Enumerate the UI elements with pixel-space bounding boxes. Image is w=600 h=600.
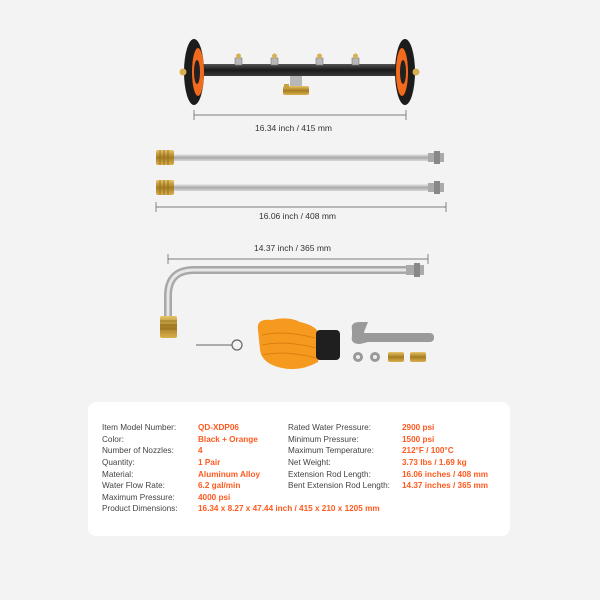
spec-column-right <box>288 422 488 492</box>
spec-card <box>88 402 510 536</box>
spec-label: Net Weight: <box>288 458 331 468</box>
spec-value: 2900 psi <box>402 423 435 433</box>
surface-cleaner-bar-icon <box>180 39 420 105</box>
spec-value: 3.73 lbs / 1.69 kg <box>402 458 467 468</box>
dimension-line-cleaner <box>194 110 406 120</box>
spec-value: 1500 psi <box>402 434 435 444</box>
dimension-label-cleaner: 16.34 inch / 415 mm <box>255 123 333 133</box>
spec-value: 16.34 x 8.27 x 47.44 inch / 415 x 210 x 1205 mm <box>198 504 380 514</box>
dimension-label-bent-rod: 14.37 inch / 365 mm <box>254 243 332 253</box>
extension-rod-icon <box>156 180 444 195</box>
spec-value: Black + Orange <box>198 434 258 444</box>
fittings-icon <box>353 352 426 362</box>
spec-value: 16.06 inches / 408 mm <box>402 469 489 479</box>
spec-value: 212°F / 100°C <box>402 446 454 456</box>
spec-row <box>102 492 380 504</box>
spec-value: 6.2 gal/min <box>198 481 241 491</box>
spec-value: 4000 psi <box>198 492 231 502</box>
spec-label: Number of Nozzles: <box>102 446 174 456</box>
spec-row <box>288 457 488 469</box>
spec-row <box>288 468 488 480</box>
spec-row <box>288 480 488 492</box>
spec-label: Maximum Temperature: <box>288 446 374 456</box>
spec-label: Rated Water Pressure: <box>288 423 371 433</box>
spec-label: Quantity: <box>102 458 135 468</box>
spec-value: 14.37 inches / 365 mm <box>402 481 489 491</box>
spec-row <box>288 434 488 446</box>
spec-value: 1 Pair <box>198 458 221 468</box>
spec-row <box>288 445 488 457</box>
wrench-icon <box>352 322 434 344</box>
wash-mitt-icon <box>258 318 340 369</box>
spec-label: Item Model Number: <box>102 423 177 433</box>
dimension-line-bent-rod <box>168 254 428 264</box>
spec-label: Material: <box>102 469 134 479</box>
spec-label: Bent Extension Rod Length: <box>288 481 390 491</box>
spec-label: Maximum Pressure: <box>102 492 175 502</box>
extension-rod-icon <box>156 150 444 165</box>
spec-value: Aluminum Alloy <box>198 469 261 479</box>
spec-row <box>102 503 380 515</box>
spec-value: 4 <box>198 446 203 456</box>
spec-value: QD-XDP06 <box>198 423 239 433</box>
spec-label: Minimum Pressure: <box>288 434 359 444</box>
spec-label: Water Flow Rate: <box>102 481 165 491</box>
spec-label: Color: <box>102 434 124 444</box>
spec-label: Extension Rod Length: <box>288 469 371 479</box>
dimension-label-rod: 16.06 inch / 408 mm <box>259 211 337 221</box>
spec-label: Product Dimensions: <box>102 504 178 514</box>
cleaning-needle-icon <box>196 340 242 350</box>
spec-row <box>288 422 488 434</box>
